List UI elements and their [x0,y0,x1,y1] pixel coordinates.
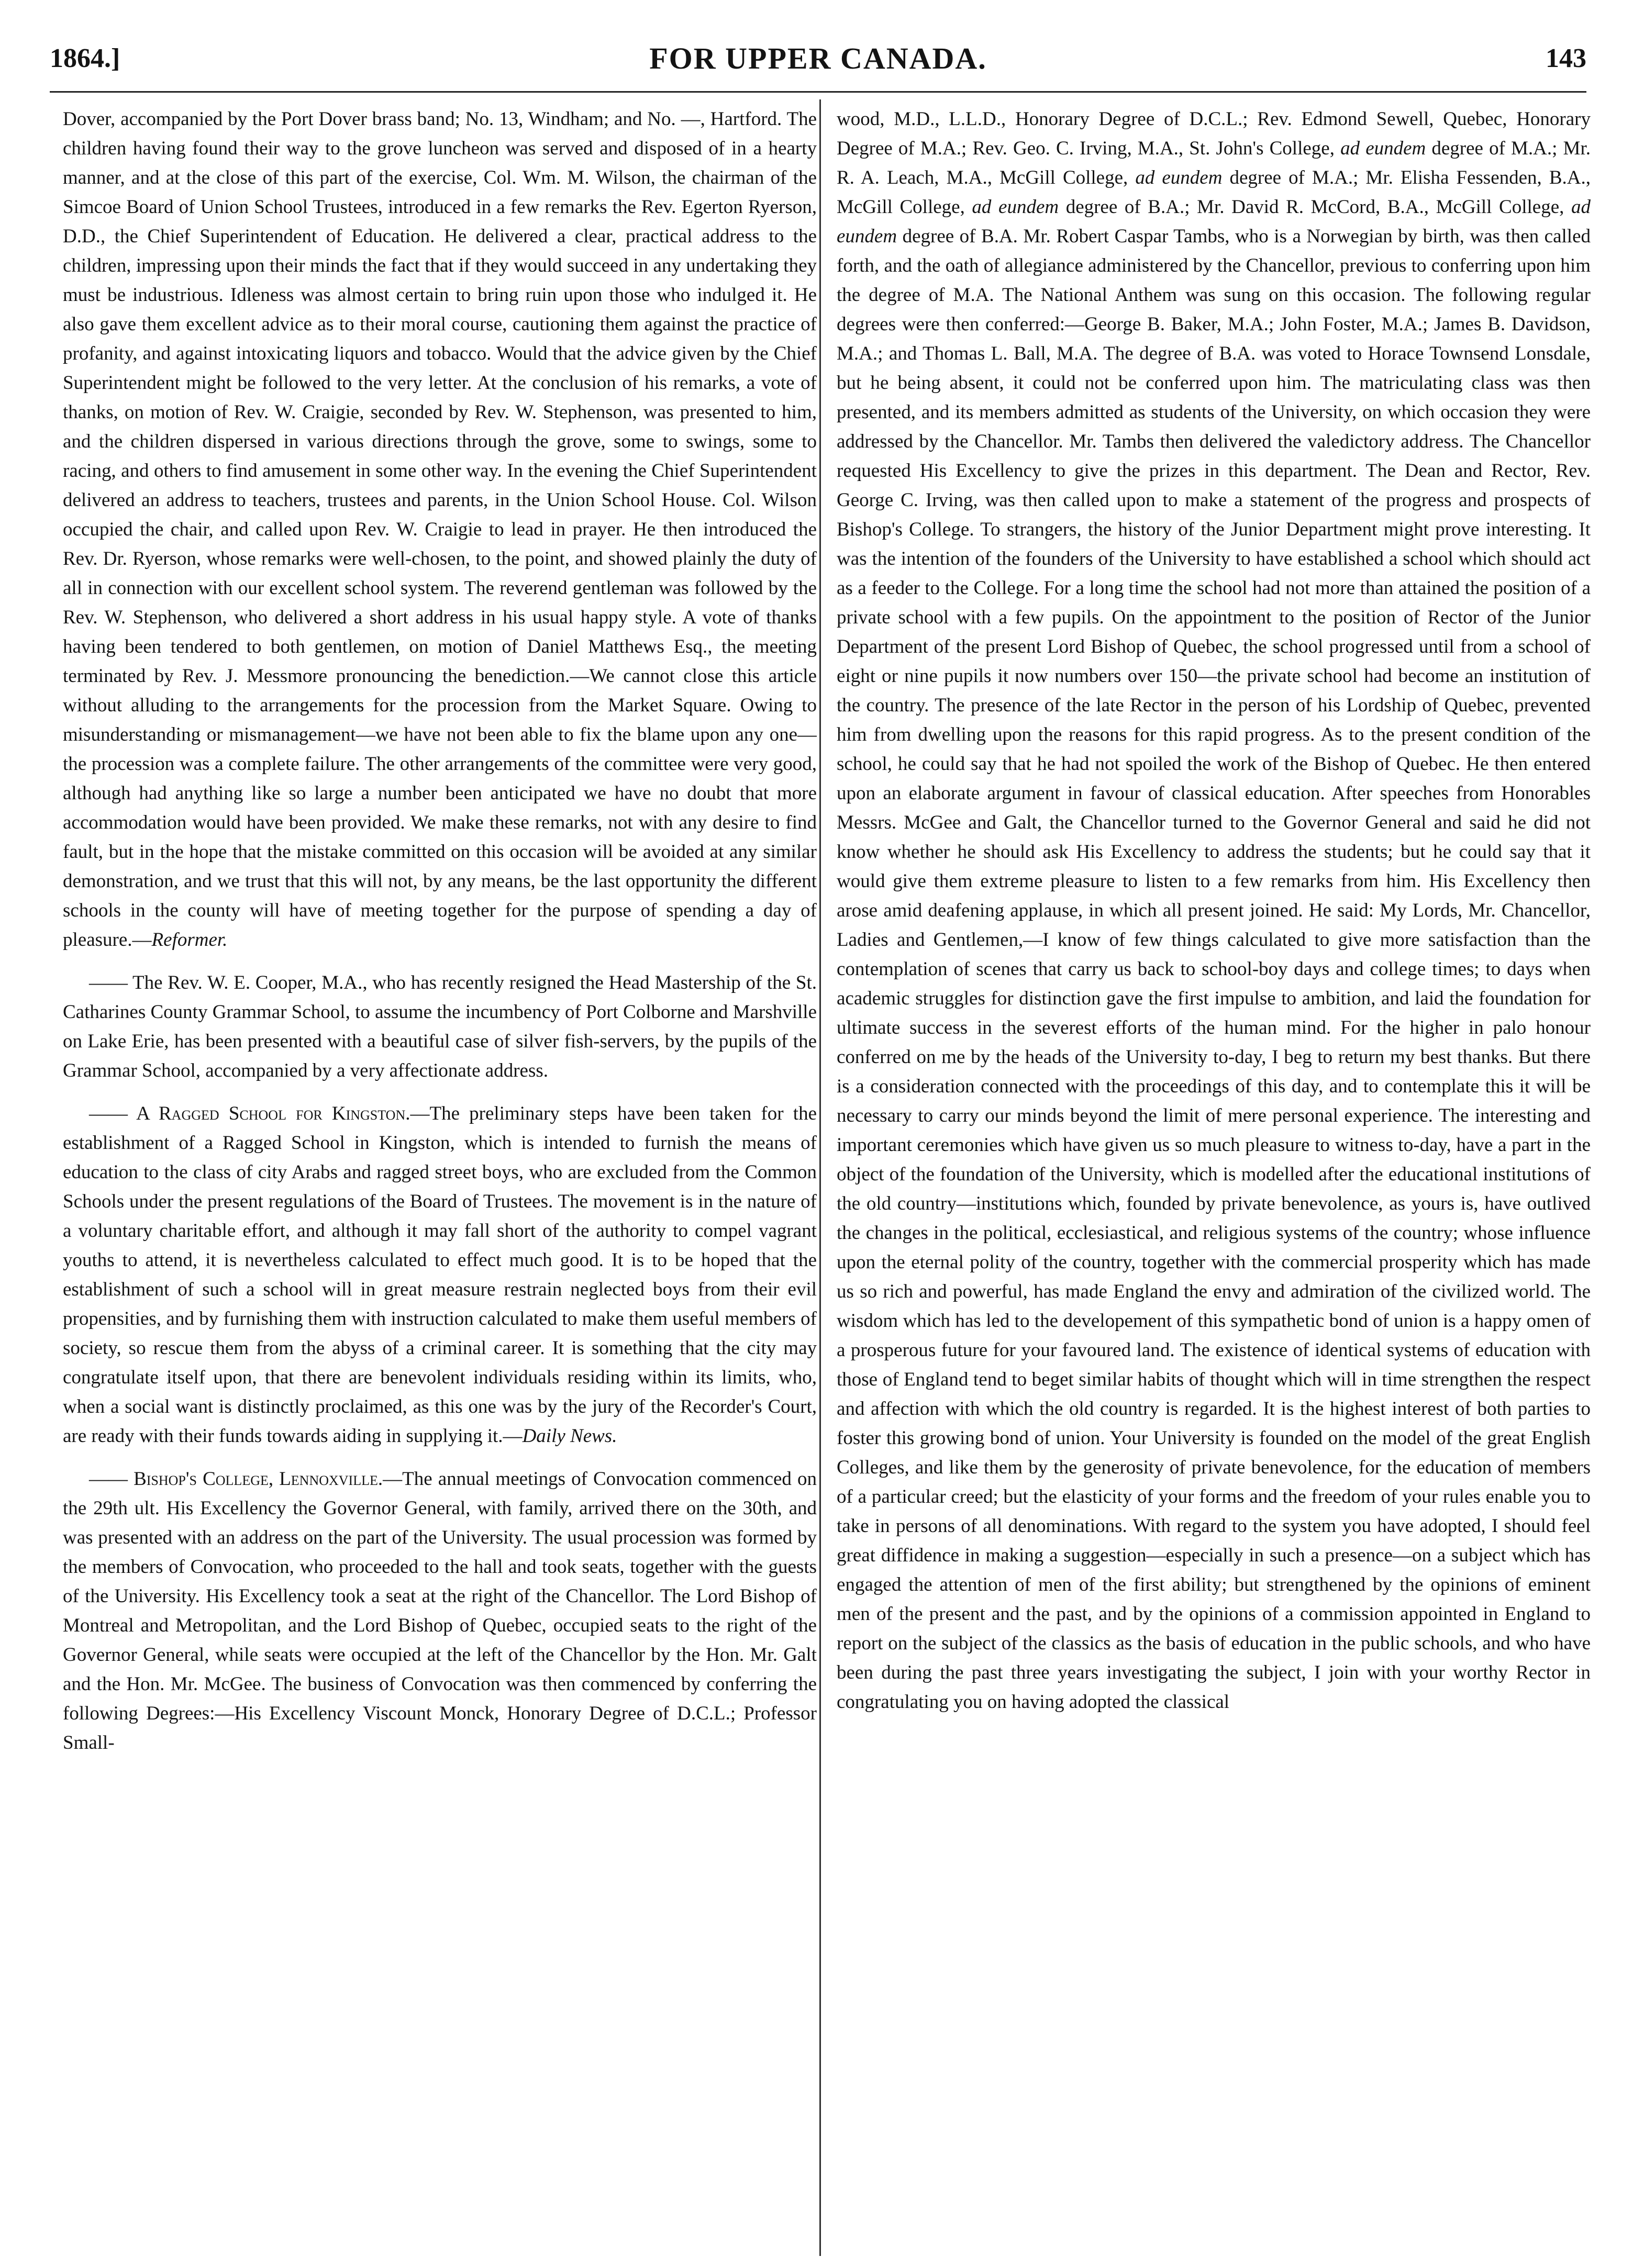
article-text: degree of M.A.; Mr. R. A. Leach, M.A., McGill College, [837,138,1591,188]
article-bishops-college-continued [837,105,1591,1717]
article-ragged-school [63,1099,817,1451]
article-continuation [63,105,817,955]
article-source: Reformer. [151,929,228,951]
latin-phrase: ad eundem [972,196,1059,218]
article-text: —The annual meetings of Convocation commenced on the 29th ult. His Excellency the Governor General, with family, arrived there on the 30th, and was presented with an address on the part of the University. The usual procession was formed by the members of Convocation, who proceeded to the hall and took seats, together with the guests of the University. His Excellency took a seat at the right of the Chancellor. The Lord Bishop of Montreal and Metropolitan, and the Lord Bishop of Quebec, occupied seats to the right of the Governor General, while seats were occupied at the left of the Chancellor by the Hon. Mr. Galt and the Hon. Mr. McGee. The business of Convocation was then commenced by conferring the following Degrees:—His Excellency Viscount Monck, Honorary Degree of D.C.L.; Professor Small- [63,1468,817,1753]
right-column [837,105,1591,2251]
article-cooper [63,968,817,1086]
page-header [50,21,1586,79]
latin-phrase: ad eundem [837,196,1591,247]
article-text: degree of M.A.; Mr. Elisha Fessenden, B.A., McGill College, [837,167,1591,218]
article-source: Daily News. [522,1425,617,1447]
article-text: —— The Rev. W. E. Cooper, M.A., who has recently resigned the Head Mastership of the St. Catharines County Grammar School, to assume the incumbency of Port Colborne and Marshville on Lake Erie, has been presented with a beautiful case of silver fish-servers, by the pupils of the Grammar School, accompanied by a very affectionate address. [63,972,817,1081]
article-text: degree of B.A.; Mr. David R. McCord, B.A., McGill College, [1059,196,1571,218]
article-text: —The preliminary steps have been taken for the establishment of a Ragged School in Kingston, which is intended to furnish the means of education to the class of city Arabs and ragged street boys, who are excluded from the Common Schools under the present regulations of the Board of Trustees. The movement is in the nature of a voluntary charitable effort, and although it may fall short of the authority to compel vagrant youths to attend, it is nevertheless calculated to effect much good. It is to be hoped that the establishment of such a school will in great measure restrain neglected boys from their evil propensities, and by furnishing them with instruction calculated to make them useful members of society, so rescue them from the abyss of a criminal career. It is something that the city may congratulate itself upon, that there are benevolent individuals residing within its limits, who, when a social want is distinctly proclaimed, as this one was by the jury of the Recorder's Court, are ready with their funds towards aiding in supplying it.— [63,1103,817,1447]
running-title: FOR UPPER CANADA. [649,41,987,75]
article-heading: —— A Ragged School for Kingston. [89,1103,410,1124]
page-year: 1864.] [50,43,120,73]
article-text: wood, M.D., L.L.D., Honorary Degree of D.C.L.; Rev. Edmond Sewell, Quebec, Honorary Degree of M.A.; Rev. Geo. C. Irving, M.A., St. John's College, [837,108,1591,159]
article-heading: —— Bishop's College, Lennoxville. [89,1468,383,1490]
latin-phrase: ad eundem [1340,138,1426,159]
column-divider [819,99,821,2256]
left-column [63,105,817,2251]
article-bishops-college [63,1465,817,1758]
article-text: Dover, accompanied by the Port Dover brass band; No. 13, Windham; and No. —, Hartford. The children having found their way to the grove luncheon was served and disposed of in a hearty manner, and at the close of this part of the exercise, Col. Wm. M. Wilson, the chairman of the Simcoe Board of Union School Trustees, introduced in a few remarks the Rev. Egerton Ryerson, D.D., the Chief Superintendent of Education. He delivered a clear, practical address to the children, impressing upon their minds the fact that if they would succeed in any undertaking they must be industrious. Idleness was almost certain to bring ruin upon those who indulged it. He also gave them excellent advice as to their moral course, cautioning them against the practice of profanity, and against intoxicating liquors and tobacco. Would that the advice given by the Chief Superintendent might be followed to the very letter. At the conclusion of his remarks, a vote of thanks, on motion of Rev. W. Craigie, seconded by Rev. W. Stephenson, was presented to him, and the children dispersed in various directions through the grove, some to swings, some to racing, and others to find amusement in some other way. In the evening the Chief Superintendent delivered an address to teachers, trustees and parents, in the Union School House. Col. Wilson occupied the chair, and called upon Rev. W. Craigie to lead in prayer. He then introduced the Rev. Dr. Ryerson, whose remarks were well-chosen, to the point, and showed plainly the duty of all in connection with our excellent school system. The reverend gentleman was followed by the Rev. W. Stephenson, who delivered a short address in his usual happy style. A vote of thanks having been tendered to both gentlemen, on motion of Daniel Matthews Esq., the meeting terminated by Rev. J. Messmore pronouncing the benediction.—We cannot close this article without alluding to the arrangements for the procession from the Market Square. Owing to misunderstanding or mismanagement—we have not been able to fix the blame upon any one—the procession was a complete failure. The other arrangements of the committee were very good, although had anything like so large a number been anticipated we have no doubt that more accommodation would have been provided. We make these remarks, not with any desire to find fault, but in the hope that the mistake committed on this occasion will be avoided at any similar demonstration, and we trust that this will not, by any means, be the last opportunity the different schools in the county will have of meeting together for the purpose of spending a day of pleasure.— [63,108,817,951]
page-number: 143 [1546,43,1586,73]
latin-phrase: ad eundem [1135,167,1223,188]
header-rule [50,91,1586,93]
article-text: degree of B.A. Mr. Robert Caspar Tambs, who is a Norwegian by birth, was then called forth, and the oath of allegiance administered by the Chancellor, previous to conferring upon him the degree of M.A. The National Anthem was sung on this occasion. The following regular degrees were then conferred:—George B. Baker, M.A.; John Foster, M.A.; James B. Davidson, M.A.; and Thomas L. Ball, M.A. The degree of B.A. was voted to Horace Townsend Lonsdale, but he being absent, it could not be conferred upon him. The matriculating class was then presented, and its members admitted as students of the University, on which occasion they were addressed by the Chancellor. Mr. Tambs then delivered the valedictory address. The Chancellor requested His Excellency to give the prizes in this department. The Dean and Rector, Rev. George C. Irving, was then called upon to make a statement of the progress and prospects of Bishop's College. To strangers, the history of the Junior Department might prove interesting. It was the intention of the founders of the University to have established a school which should act as a feeder to the College. For a long time the school had not more than attained the position of a private school with a few pupils. On the appointment to the position of Rector of the Junior Department of the present Lord Bishop of Quebec, the school progressed until from a school of eight or nine pupils it now numbers over 150—the private school had become an institution of the country. The presence of the late Rector in the person of his Lordship of Quebec, prevented him from dwelling upon the reasons for this rapid progress. As to the present condition of the school, he could say that he had not spoiled the work of the Bishop of Quebec. He then entered upon an elaborate argument in favour of classical education. After speeches from Honorables Messrs. McGee and Galt, the Chancellor turned to the Governor General and said he did not know whether he should ask His Excellency to address the students; but he could say that it would give them extreme pleasure to listen to a few remarks from him. His Excellency then arose amid deafening applause, in which all present joined. He said: My Lords, Mr. Chancellor, Ladies and Gentlemen,—I know of few things calculated to give more satisfaction than the contemplation of scenes that carry us back to school-boy days and college times; to days when academic struggles for distinction gave the first impulse to ambition, and laid the foundation for ultimate success in the severest efforts of the human mind. For the higher in palo honour conferred on me by the heads of the University to-day, I beg to return my best thanks. But there is a consideration connected with the proceedings of this day, and to contemplate this it will be necessary to carry our minds beyond the limit of mere personal experience. The interesting and important ceremonies which have given us so much pleasure to witness to-day, have a part in the object of the foundation of the University, which is modelled after the educational institutions of the old country—institutions which, founded by private benevolence, as yours is, have outlived the changes in the political, ecclesiastical, and religious systems of the country; whose influence upon the eternal polity of the country, together with the commercial prosperity which has made us so rich and powerful, has made England the envy and admiration of the civilized world. The wisdom which has led to the developement of this sympathetic bond of union is a happy omen of a prosperous future for your favoured land. The existence of identical systems of education with those of England tend to beget similar habits of thought which will in time strengthen the respect and affection with which the old country is regarded. It is the highest interest of both parties to foster this growing bond of union. Your University is founded on the model of the great English Colleges, and like them by the generosity of private benevolence, for the education of members of a particular creed; but the elasticity of your forms and the freedom of your rules enable you to take in persons of all denominations. With regard to the system you have adopted, I should feel great diffidence in making a suggestion—especially in such a presence—on a subject which has engaged the attention of men of the first ability; but strengthened by the opinions of eminent men of the present and the past, and by the opinions of a commission appointed in England to report on the subject of the classics as the basis of education in the public schools, and who have been during the past three years investigating the subject, I join with your worthy Rector in congratulating you on having adopted the classical [837,226,1591,1713]
